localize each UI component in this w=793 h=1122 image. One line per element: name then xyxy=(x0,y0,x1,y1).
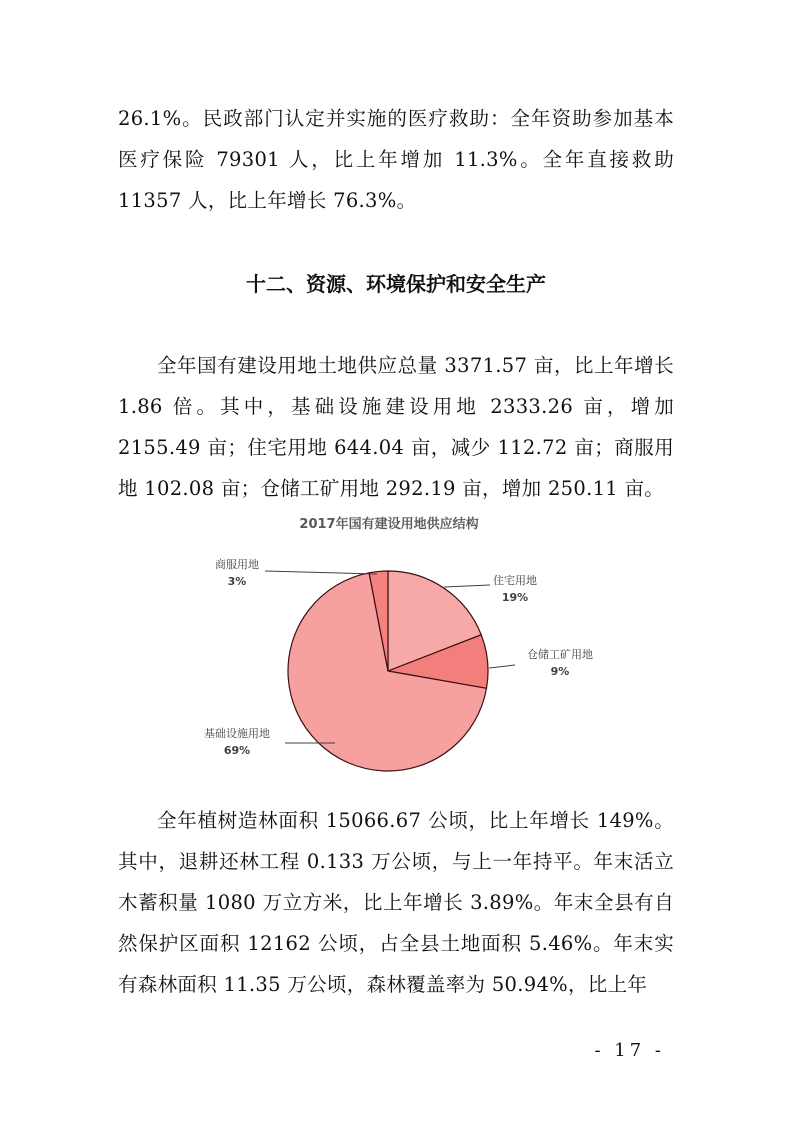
paragraph-forestry: 全年植树造林面积 15066.67 公顷，比上年增长 149%。其中，退耕还林工程 0.133 万公顷，与上一年持平。年末活立木蓄积量 1080 万立方米，比上年增长 3.89%。年末全县有自然保护区面积 12162 公顷，占全县土地面积 5.46%。年末实有森林面积 11.35 万公顷，森林覆盖率为 50.94%，比上年 xyxy=(118,809,674,996)
label-commercial-pct: 3% xyxy=(227,575,247,588)
pie-chart xyxy=(160,505,630,780)
leader-line-commercial xyxy=(265,571,377,574)
leader-line-residential xyxy=(444,585,490,587)
section-heading: 十二、资源、环境保护和安全生产 xyxy=(246,272,546,296)
label-warehouse-name: 仓储工矿用地 xyxy=(527,648,593,661)
label-warehouse-pct: 9% xyxy=(550,665,570,678)
pie-slices xyxy=(288,571,488,771)
label-residential-name: 住宅用地 xyxy=(493,574,537,587)
paragraph-land-supply: 全年国有建设用地土地供应总量 3371.57 亩，比上年增长 1.86 倍。其中，基础设施建设用地 2333.26 亩，增加 2155.49 亩；住宅用地 644.04 亩，减少 112.72 亩；商服用地 102.08 亩；仓储工矿用地 292.19 亩，增加 250.11 亩。 xyxy=(118,354,674,500)
chart-title: 2017年国有建设用地供应结构 xyxy=(299,517,479,532)
page-number: - 17 - xyxy=(594,1040,665,1061)
label-infrastructure-pct: 69% xyxy=(223,744,251,757)
label-infrastructure-name: 基础设施用地 xyxy=(204,727,270,740)
label-commercial-name: 商服用地 xyxy=(215,558,259,571)
label-residential-pct: 19% xyxy=(501,591,529,604)
paragraph-medical-aid: 26.1%。民政部门认定并实施的医疗救助：全年资助参加基本医疗保险 79301 人，比上年增加 11.3%。全年直接救助 11357 人，比上年增长 76.3%。 xyxy=(118,107,674,212)
leader-line-warehouse xyxy=(489,665,515,668)
